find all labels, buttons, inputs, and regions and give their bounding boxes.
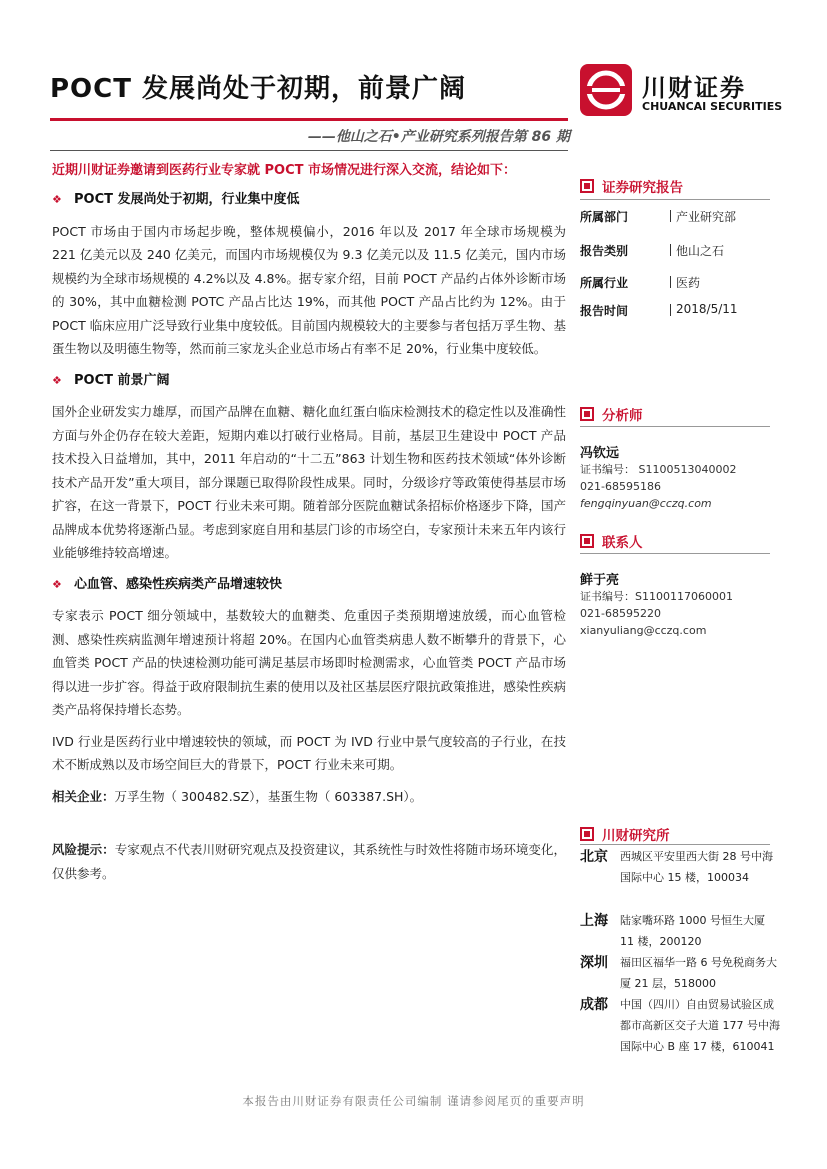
logo-chinese-name: 川财证券 [642, 74, 746, 102]
intro-summary: 近期川财证券邀请到医药行业专家就 POCT 市场情况进行深入交流，结论如下： [52, 163, 517, 178]
office-address: 福田区福华一路 6 号免税商务大厦 21 层，518000 [620, 956, 777, 990]
analyst-name: 冯钦远 [580, 446, 620, 461]
analyst-email[interactable]: fengqinyuan@cczq.com [580, 497, 712, 510]
sidebar-divider [580, 426, 770, 427]
sidebar-contact [580, 531, 780, 637]
contact-cert: 证书编号：S1100117060001 [580, 590, 733, 603]
related-companies [52, 785, 566, 809]
square-bullet-icon [580, 827, 594, 841]
body-paragraph: POCT 市场由于国内市场起步晚，整体规模偏小，2016 年以及 2017 年全球市场规模为 221 亿美元以及 240 亿美元，而国内市场规模仅为 9.3 亿美元以及 11.5 亿美元，国内市场规模约为全球市场规模的 4.2%以及 4.8%。据专家介绍，目前 POCT 产品约占体外诊断市场的 30%，其中血糖检测 POTC 产品占比达 19%，而其他 POCT 产品占比约为 12%。由于 POCT 临床应用广泛导致行业集中度较低。目前国内规模较大的主要参与者包括万孚生物、基蛋生物以及明德生物等，然而前三家龙头企业总市场占有率不足 20%，行业集中度较低。 [52, 223, 566, 356]
square-bullet-icon [580, 407, 594, 421]
square-bullet-icon [580, 179, 594, 193]
contact-phone: 021-68595220 [580, 607, 661, 620]
sidebar-heading [580, 176, 780, 196]
sidebar-divider [580, 844, 770, 845]
sidebar-analyst [580, 404, 780, 510]
analyst-phone: 021-68595186 [580, 480, 661, 493]
body-paragraph: 专家表示 POCT 细分领域中，基数较大的血糖类、危重因子类预期增速放缓，而心血管检测、感染性疾病监测年增速预计将超 20%。在国内心血管类病患人数不断攀升的背景下，心血管类 POCT 产品的快速检测功能可满足基层市场即时检测需求，心血管类 POCT 产品市场得以进一步扩容。得益于政府限制抗生素的使用以及社区基层医疗限抗政策推进，感染性疾病类产品将保持增长态势。 [52, 608, 566, 717]
sidebar-heading [580, 404, 780, 424]
section-heading-text: POCT 前景广阔 [74, 372, 170, 388]
square-bullet-icon [580, 534, 594, 548]
section-heading-text: 心血管、感染性疾病类产品增速较快 [74, 576, 283, 592]
risk-text: 专家观点不代表川财研究观点及投资建议，其系统性与时效性将随市场环境变化，仅供参考。 [52, 842, 566, 881]
meta-value: 2018/5/11 [676, 302, 738, 316]
office-city: 成都 [580, 997, 608, 1013]
header-rule [50, 118, 568, 121]
meta-label: 所属部门 [580, 210, 629, 224]
logo-english-name: CHUANCAI SECURITIES [642, 100, 783, 113]
risk-warning [52, 838, 566, 885]
meta-value: 医药 [676, 276, 701, 290]
analyst-cert: 证书编号： S1100513040002 [580, 463, 737, 476]
contact-name: 鲜于亮 [580, 573, 620, 588]
meta-value: 他山之石 [676, 244, 725, 258]
sidebar-institute [580, 824, 780, 1053]
company-logo [580, 64, 783, 120]
logo-mark-icon [580, 64, 632, 116]
sidebar-heading [580, 824, 780, 844]
diamond-bullet-icon: ❖ [52, 193, 62, 206]
risk-label: 风险提示： [52, 842, 115, 857]
office-address: 西城区平安里西大街 28 号中海国际中心 15 楼，100034 [620, 850, 773, 884]
office-address: 陆家嘴环路 1000 号恒生大厦 11 楼，200120 [620, 914, 765, 948]
office-address: 中国（四川）自由贸易试验区成都市高新区交子大道 177 号中海国际中心 B 座 17 楼，610041 [620, 998, 780, 1053]
diamond-bullet-icon: ❖ [52, 577, 62, 591]
contact-email[interactable]: xianyuliang@cczq.com [580, 624, 707, 637]
section-heading [52, 573, 566, 597]
section-heading [52, 188, 566, 212]
sidebar-report-info [580, 176, 780, 318]
sidebar-divider [580, 553, 770, 554]
sidebar-heading-text: 川财研究所 [602, 828, 670, 844]
main-content [52, 160, 566, 893]
subtitle-rule [50, 150, 568, 151]
related-text: 万孚生物（ 300482.SZ），基蛋生物（ 603387.SH）。 [114, 788, 423, 804]
body-paragraph: IVD 行业是医药行业中增速较快的领域，而 POCT 为 IVD 行业中景气度较高的子行业，在技术不断成熟以及市场空间巨大的背景下，POCT 行业未来可期。 [52, 733, 566, 772]
section-heading-text: POCT 发展尚处于初期，行业集中度低 [74, 192, 300, 207]
report-title: POCT 发展尚处于初期，前景广阔 [50, 74, 467, 104]
diamond-bullet-icon: ❖ [52, 373, 62, 387]
sidebar-heading-text: 分析师 [602, 408, 643, 424]
report-series-subtitle: ——他山之石•产业研究系列报告第 86 期 [307, 129, 570, 145]
related-label: 相关企业： [52, 788, 115, 804]
meta-label: 报告时间 [580, 304, 629, 318]
page-footer-disclaimer: 本报告由川财证券有限责任公司编制 谨请参阅尾页的重要声明 [242, 1094, 585, 1108]
sidebar-heading-text: 证券研究报告 [602, 180, 683, 196]
section-heading [52, 369, 566, 393]
office-city: 上海 [580, 913, 608, 929]
meta-label: 报告类别 [580, 244, 629, 258]
office-city: 北京 [580, 849, 608, 865]
office-city: 深圳 [580, 955, 608, 971]
meta-value: 产业研究部 [676, 210, 737, 224]
sidebar-divider [580, 199, 770, 200]
sidebar-heading-text: 联系人 [602, 535, 643, 551]
sidebar-heading [580, 531, 780, 551]
meta-label: 所属行业 [580, 276, 629, 290]
body-paragraph: 国外企业研发实力雄厚，而国产品牌在血糖、糖化血红蛋白临床检测技术的稳定性以及准确性方面与外企仍存在较大差距，短期内难以打破行业格局。目前，基层卫生建设中 POCT 产品技术投入日益增加，其中，2011 年启动的“十二五”863 计划生物和医药技术领域“体外诊断技术产品开发”重大项目，部分课题已取得阶段性成果。同时，分级诊疗等政策使得基层市场扩容，在这一背景下，POCT 行业未来可期。随着部分医院血糖试条招标价格逐步下降，国产品牌成本优势将逐渐凸显。考虑到家庭自用和基层门诊的市场空白，专家预计未来五年内该行业能够维持较高增速。 [52, 404, 566, 560]
